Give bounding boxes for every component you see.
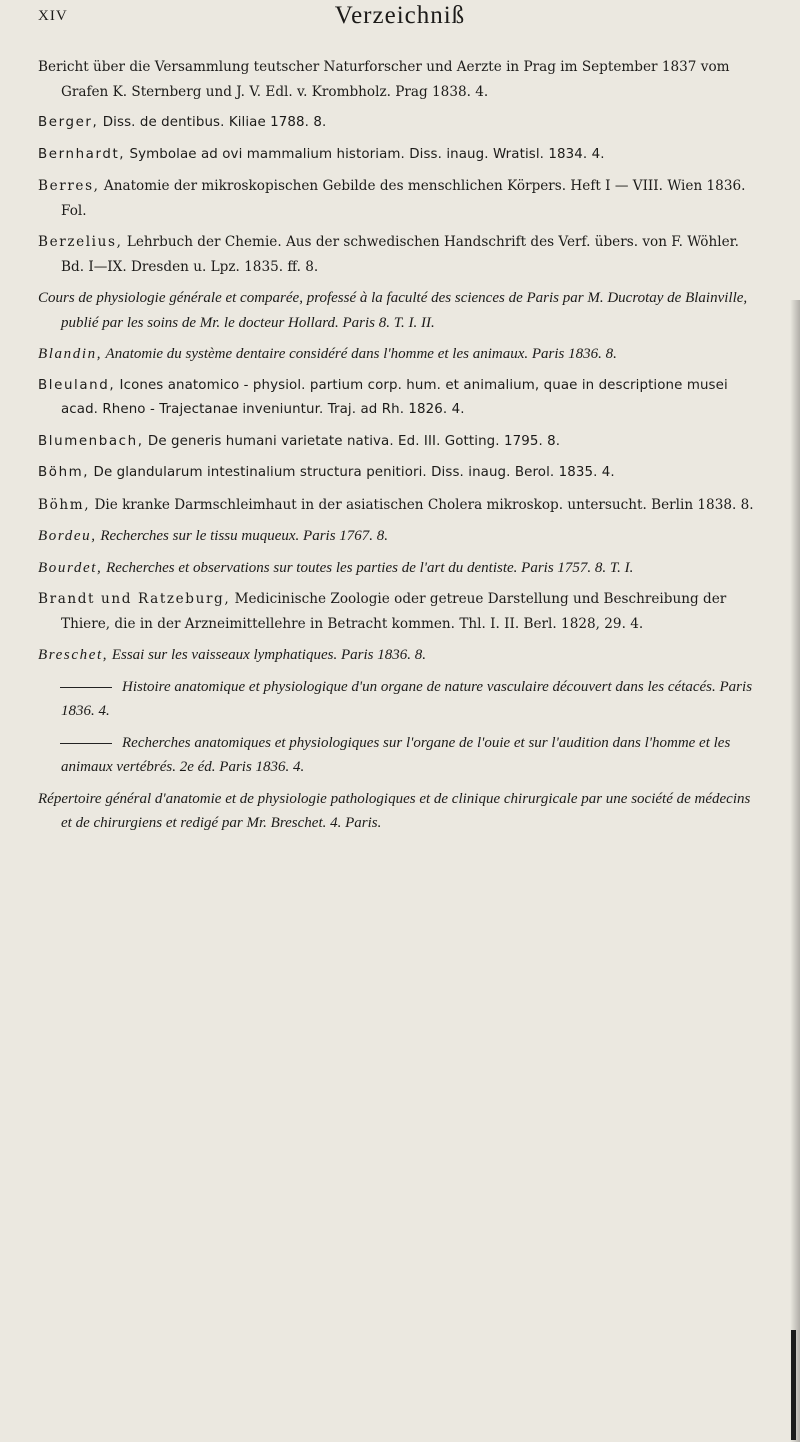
entry-author: Bernhardt, (38, 146, 126, 162)
entry-author: Berres, (38, 178, 100, 194)
bibliography-entry (38, 461, 756, 486)
bibliography-entry (38, 524, 756, 549)
entry-text: Lehrbuch der Chemie. Aus der schwedischen Handschrift des Verf. übers. von F. Wöhler. Bd. I—IX. Dresden u. Lpz. 1835. ff. 8. (61, 234, 739, 275)
bibliography-entry (38, 230, 756, 279)
bibliography-entry (38, 731, 756, 780)
bibliography-entry (38, 174, 756, 223)
entry-text: Bericht über die Versammlung teutscher Naturforscher und Aerzte in Prag im September 1837 vom Grafen K. Sternberg und J. V. Edl. v. Krombholz. Prag 1838. 4. (38, 59, 730, 100)
entry-text: Répertoire général d'anatomie et de physiologie pathologiques et de clinique chirurgicale par une société de médecins et de chirurgiens et redigé par Mr. Breschet. 4. Paris. (38, 790, 751, 831)
bibliography-entry (38, 787, 756, 836)
entry-author: Blandin, (38, 346, 103, 362)
entry-text: Cours de physiologie générale et comparée, professé à la faculté des sciences de Paris par M. Ducrotay de Blainville, publié par les soins de Mr. le docteur Hollard. Paris 8. T. I. II. (38, 290, 748, 331)
entry-text: Medicinische Zoologie oder getreue Darstellung und Beschreibung der Thiere, die in der Arzneimittellehre in Betracht kommen. Thl. I. II. Berl. 1828, 29. 4. (61, 591, 727, 632)
entry-text: Recherches anatomiques et physiologiques sur l'organe de l'ouie et sur l'audition dans l'homme et les animaux vertébrés. 2e éd. Paris 1836. 4. (61, 734, 731, 775)
entry-author: Böhm, (38, 496, 91, 513)
ditto-dash (60, 743, 112, 744)
bibliography-entry (38, 493, 756, 518)
entry-text: De glandularum intestinalium structura penitiori. Diss. inaug. Berol. 1835. 4. (89, 465, 615, 480)
bibliography-list (38, 55, 756, 843)
bibliography-entry (38, 286, 756, 335)
bibliography-entry (38, 675, 756, 724)
bibliography-entry (38, 111, 756, 136)
entry-text: Recherches et observations sur toutes les parties de l'art du dentiste. Paris 1757. 8. T. I. (102, 559, 634, 576)
entry-author: Berzelius, (38, 234, 123, 250)
ditto-dash (60, 687, 112, 688)
page-edge-mark (791, 1330, 796, 1440)
bibliography-entry (38, 374, 756, 423)
entry-author: Bourdet, (38, 559, 103, 576)
entry-text: Symbolae ad ovi mammalium historiam. Diss. inaug. Wratisl. 1834. 4. (125, 146, 605, 162)
entry-text: Icones anatomico - physiol. partium corp. hum. et animalium, quae in descriptione musei acad. Rheno - Trajectanae inveniuntur. Traj. ad Rh. 1826. 4. (61, 377, 728, 417)
bibliography-entry (38, 342, 756, 367)
entry-author: Brandt und Ratzeburg, (38, 591, 231, 607)
bibliography-entry (38, 55, 756, 104)
page-edge-shadow (790, 300, 800, 1442)
entry-author: Blumenbach, (38, 433, 144, 449)
entry-author: Breschet, (38, 647, 109, 663)
page-number: XIV (38, 8, 68, 24)
bibliography-entry (38, 643, 756, 668)
entry-author: Berger, (38, 115, 99, 130)
entry-text: De generis humani varietate nativa. Ed. III. Gotting. 1795. 8. (143, 433, 561, 449)
entry-author: Böhm, (38, 465, 90, 480)
entry-author: Bleuland, (38, 377, 116, 393)
entry-text: Diss. de dentibus. Kiliae 1788. 8. (98, 115, 327, 130)
entry-author: Bordeu, (38, 528, 97, 544)
entry-text: Anatomie der mikroskopischen Gebilde des menschlichen Körpers. Heft I — VIII. Wien 1836. Fol. (61, 178, 746, 219)
entry-text: Anatomie du système dentaire considéré dans l'homme et les animaux. Paris 1836. 8. (102, 346, 617, 362)
bibliography-entry (38, 430, 756, 455)
entry-text: Histoire anatomique et physiologique d'un organe de nature vasculaire découvert dans les cétacés. Paris 1836. 4. (61, 678, 753, 719)
bibliography-entry (38, 143, 756, 168)
entry-text: Recherches sur le tissu muqueux. Paris 1767. 8. (96, 528, 389, 544)
bibliography-entry (38, 587, 756, 636)
running-head: Verzeichniß (334, 2, 466, 29)
bibliography-entry (38, 556, 756, 581)
entry-text: Essai sur les vaisseaux lymphatiques. Paris 1836. 8. (108, 647, 426, 663)
entry-text: Die kranke Darmschleimhaut in der asiatischen Cholera mikroskop. untersucht. Berlin 1838. 8. (90, 496, 754, 513)
